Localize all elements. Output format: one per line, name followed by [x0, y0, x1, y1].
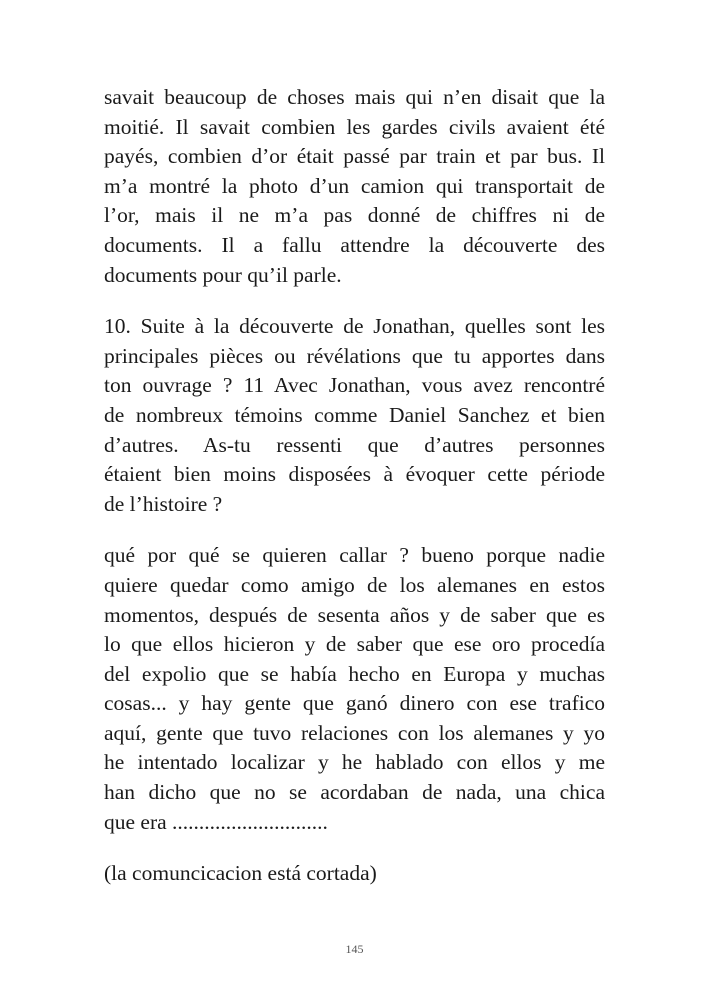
text-line: he intentado localizar y he hablado con ellos y me	[104, 750, 605, 775]
text-line: moitié. Il savait combien les gardes civils avaient été	[104, 114, 605, 139]
text-line: savait beaucoup de choses mais qui n’en disait que la	[104, 85, 605, 109]
text-line: de nombreux témoins comme Daniel Sanchez et bien	[104, 402, 605, 427]
text-line: (la comuncicacion está cortada)	[104, 861, 377, 886]
text-line: l’or, mais il ne m’a pas donné de chiffres ni de	[104, 203, 605, 228]
text-line: del expolio que se había hecho en Europa y muchas	[104, 661, 605, 686]
paragraph-4	[104, 859, 605, 889]
paragraph-3	[104, 541, 605, 837]
text-line: de l’histoire ?	[104, 491, 223, 516]
page-number: 145	[345, 942, 364, 956]
text-line: documents pour qu’il parle.	[104, 262, 342, 287]
text-line: aquí, gente que tuvo relaciones con los alemanes y yo	[104, 720, 605, 745]
page-body	[104, 83, 605, 911]
text-line: principales pièces ou révélations que tu apportes dans	[104, 343, 605, 368]
text-line: d’autres. As-tu ressenti que d’autres personnes	[104, 432, 605, 457]
text-line: documents. Il a fallu attendre la découverte des	[104, 232, 605, 257]
text-line: m’a montré la photo d’un camion qui transportait de	[104, 173, 605, 198]
text-line: qué por qué se quieren callar ? bueno porque nadie	[104, 543, 605, 568]
text-line: lo que ellos hicieron y de saber que ese oro procedía	[104, 632, 605, 657]
text-line: payés, combien d’or était passé par train et par bus. Il	[104, 144, 605, 169]
text-line: momentos, después de sesenta años y de saber que es	[104, 602, 605, 627]
paragraph-1	[104, 83, 605, 290]
text-line: que era .............................	[104, 809, 328, 834]
text-line: cosas... y hay gente que ganó dinero con ese trafico	[104, 691, 605, 716]
text-line: quiere quedar como amigo de los alemanes en estos	[104, 572, 605, 597]
text-line: han dicho que no se acordaban de nada, una chica	[104, 780, 605, 805]
text-line: 10. Suite à la découverte de Jonathan, quelles sont les	[104, 314, 605, 339]
text-line: ton ouvrage ? 11 Avec Jonathan, vous avez rencontré	[104, 373, 605, 398]
paragraph-2	[104, 312, 605, 519]
text-line: étaient bien moins disposées à évoquer cette période	[104, 462, 605, 487]
